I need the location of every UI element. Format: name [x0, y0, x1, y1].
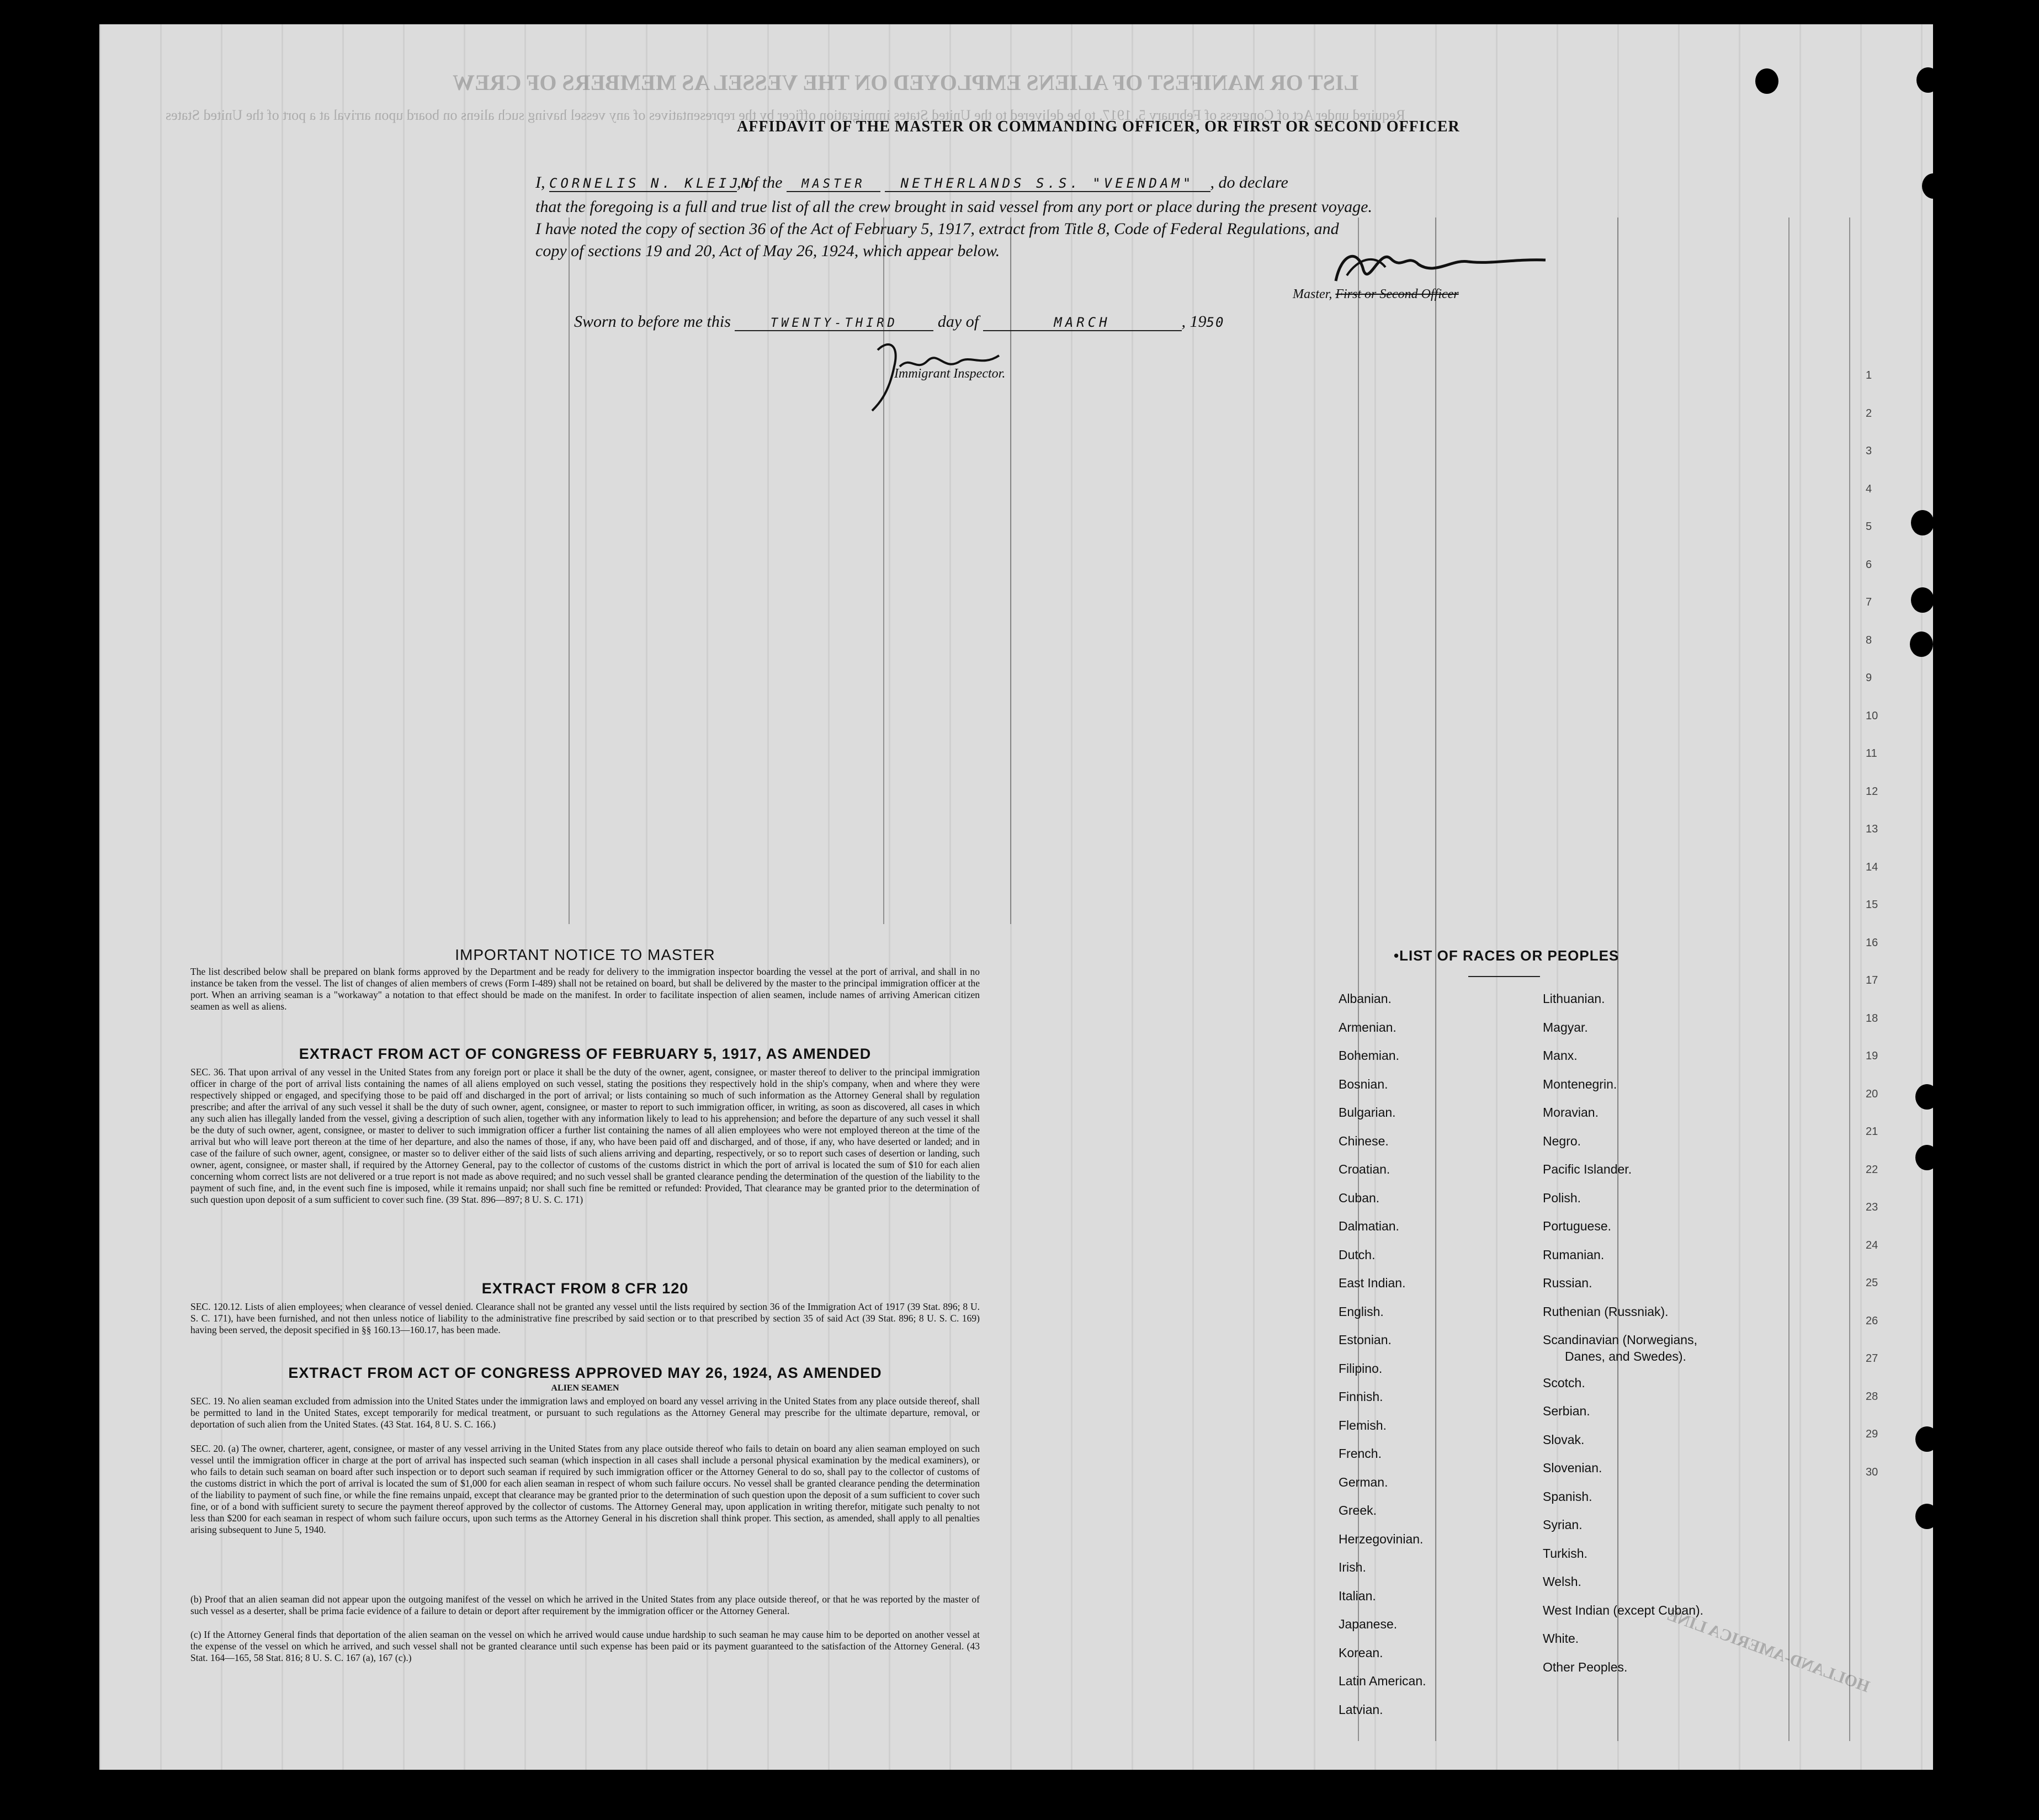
race-item: English. — [1339, 1304, 1384, 1319]
punch-hole — [1916, 67, 1940, 93]
row-number: 4 — [1866, 482, 1872, 495]
race-item: Syrian. — [1543, 1517, 1583, 1532]
race-item: Bohemian. — [1339, 1048, 1399, 1063]
race-item: Korean. — [1339, 1645, 1383, 1660]
affidavit-line4: copy of sections 19 and 20, Act of May 26, 1924, which appear below. — [535, 242, 1000, 260]
race-item: Armenian. — [1339, 1020, 1396, 1034]
row-number: 3 — [1866, 445, 1872, 457]
race-item: Rumanian. — [1543, 1247, 1605, 1262]
punch-hole — [1911, 587, 1934, 613]
sworn-year-field: 50 — [1206, 315, 1225, 330]
punch-hole — [1910, 632, 1933, 657]
punch-hole — [1915, 1084, 1939, 1110]
row-number: 9 — [1866, 672, 1872, 684]
race-item: Manx. — [1543, 1048, 1578, 1063]
row-number: 12 — [1866, 785, 1878, 798]
row-number: 22 — [1866, 1163, 1878, 1176]
race-item: Ruthenian (Russniak). — [1543, 1304, 1669, 1319]
race-item: Bulgarian. — [1339, 1105, 1396, 1119]
bleed-through-subheader: Required under Act of Congress of February 5, 1917, to be delivered to the United States immigration officer by the representatives of any vessel having such aliens on board upon arrival at a port of the United States — [166, 107, 1405, 123]
sworn-day-field: TWENTY-THIRD — [735, 316, 933, 331]
race-item: Dalmatian. — [1339, 1219, 1399, 1233]
race-item: Other Peoples. — [1543, 1659, 1628, 1674]
affidavit-prefix: I, — [535, 173, 545, 192]
race-item: Turkish. — [1543, 1546, 1587, 1561]
row-number: 8 — [1866, 634, 1872, 646]
punch-hole — [1922, 173, 1945, 199]
punch-hole — [1915, 1426, 1939, 1452]
race-item: French. — [1339, 1446, 1382, 1461]
struck-officer-text: First or Second Officer — [1335, 287, 1459, 301]
affidavit-line1 — [535, 173, 1288, 192]
column-rule — [1849, 217, 1850, 1741]
vessel-field: NETHERLANDS S.S. "VEENDAM" — [885, 176, 1210, 192]
row-number: 20 — [1866, 1087, 1878, 1100]
race-item: German. — [1339, 1474, 1388, 1489]
row-number: 25 — [1866, 1277, 1878, 1289]
race-item: West Indian (except Cuban). — [1543, 1603, 1704, 1617]
races-divider — [1468, 976, 1540, 977]
row-number: 6 — [1866, 558, 1872, 571]
row-number: 7 — [1866, 596, 1872, 608]
extract-1924-sec20b: (b) Proof that an alien seaman did not appear upon the outgoing manifest of the vessel on which he arrived in the United States from any place outside thereof, or that he was reported by the master of such vessel as a deserter, shall be prima facie evidence of a failure to detain or deport after requirement by the immigration officer or the Attorney General. — [190, 1594, 980, 1616]
bleed-through-stamp: HOLLAND-AMERICA LINE — [1665, 1605, 1872, 1696]
row-number: 5 — [1866, 521, 1872, 533]
column-rule — [569, 217, 570, 924]
race-item: Spanish. — [1543, 1489, 1592, 1504]
affidavit-line2: that the foregoing is a full and true list of all the crew brought in said vessel from any port or place during the present voyage. — [535, 198, 1372, 216]
row-number: 16 — [1866, 936, 1878, 949]
race-item: Moravian. — [1543, 1105, 1599, 1119]
race-item: White. — [1543, 1631, 1579, 1646]
race-item: Negro. — [1543, 1133, 1581, 1148]
race-item: Cuban. — [1339, 1190, 1380, 1205]
inspector-label: Immigrant Inspector. — [894, 367, 1006, 381]
extract-1924-sec19: SEC. 19. No alien seaman excluded from admission into the United States under the immigration laws and employed on board any vessel arriving in the United States from any place outside thereof, shall be permitted to land in the United States, except temporarily for medical treatment, or pursuant to such regulations as the Attorney General may prescribe for the ultimate departure, removal, or deportation of such alien from the United States. (43 Stat. 164, 8 U. S. C. 166.) — [190, 1395, 980, 1430]
row-number: 11 — [1866, 747, 1877, 760]
race-item: Polish. — [1543, 1190, 1581, 1205]
master-label — [1293, 287, 1459, 302]
punch-hole — [1915, 1145, 1939, 1170]
affidavit-of-the: , of the — [737, 173, 783, 192]
race-item: Estonian. — [1339, 1333, 1392, 1347]
extract-cfr-title: EXTRACT FROM 8 CFR 120 — [481, 1280, 689, 1297]
races-title — [1394, 947, 1619, 964]
race-item: Latvian. — [1339, 1702, 1383, 1717]
extract-1924-subtitle: ALIEN SEAMEN — [551, 1383, 619, 1393]
row-number: 27 — [1866, 1352, 1878, 1365]
race-item: Flemish. — [1339, 1418, 1387, 1432]
row-number: 28 — [1866, 1390, 1878, 1403]
affidavit-declare: , do declare — [1210, 173, 1288, 192]
extract-1917-body: SEC. 36. That upon arrival of any vessel in the United States from any foreign port or place it shall be the duty of the owner, agent, consignee, or master thereof to deliver to the principal immigration officer in charge of the port of arrival lists containing the names of all aliens employed on such vessel, stating the positions they respectively hold in the ship's company, when and where they were respectively shipped or engaged, and specifying those to be paid off and discharged in the port of arrival; or lists containing so much of such information as the Attorney General shall by regulation prescribe; and after the arrival of any such vessel it shall be the duty of such owner, agent, consignee, or master to report to such immigration officer, in writing, as soon as discovered, all cases in which any such alien has illegally landed from the vessel, giving a description of such alien, together with any information likely to lead to his apprehension; and before the departure of any such vessel it shall be the duty of such owner, agent, consignee, or master to deliver to such immigration officer a further list containing the names of all alien employees who were not employed thereon at the time of the arrival but who will leave port thereon at the time of her departure, and also the names of those, if any, who have been paid off and discharged, and of those, if any, who have deserted or landed; and in case of the failure of such owner, agent, consignee, or master so to deliver either of the said lists of such aliens arriving and departing, respectively, or so to report such cases of desertion or landing, such owner, agent, consignee, or master shall, if required by the Attorney General, pay to the collector of customs of the customs district in which the port of arrival is located the sum of $10 for each alien concerning whom correct lists are not delivered or a true report is not made as above required; and no such vessel shall be granted clearance pending the determination of the question of the liability to the payment of such fine, and, in the event such fine is imposed, while it remains unpaid; nor shall such fine be remitted or refunded: Provided, That clearance may be granted prior to the determination of such question upon deposit of a sum sufficient to cover such fine. (39 Stat. 896—897; 8 U. S. C. 171) — [190, 1066, 980, 1205]
race-item: Greek. — [1339, 1503, 1377, 1517]
race-item: Finnish. — [1339, 1389, 1383, 1404]
race-item: Danes, and Swedes). — [1565, 1349, 1686, 1363]
extract-1924-sec20c: (c) If the Attorney General finds that deportation of the alien seaman on the vessel on which he arrived would cause undue hardship to such seaman he may cause him to be deported on another vessel at the expense of the vessel on which he arrived, and such vessel shall not be granted clearance until such expense has been paid or its payment guaranteed to the satisfaction of the Attorney General. (43 Stat. 164—165, 58 Stat. 816; 8 U. S. C. 167 (a), 167 (c).) — [190, 1629, 980, 1663]
row-number: 23 — [1866, 1201, 1878, 1213]
row-number: 1 — [1866, 369, 1872, 381]
race-item: East Indian. — [1339, 1276, 1406, 1290]
row-number: 26 — [1866, 1314, 1878, 1327]
sworn-line — [574, 312, 1224, 331]
manifest-page — [99, 24, 1933, 1770]
extract-cfr-body: SEC. 120.12. Lists of alien employees; when clearance of vessel denied. Clearance shall not be granted any vessel until the lists required by section 36 of the Immigration Act of 1917 (39 Stat. 896; 8 U. S. C. 171), have been furnished, and not then unless notice of liability to the administrative fine prescribed by said section or to that prescribed by section 35 of said Act (39 Stat. 896; 8 U. S. C. 169) having been served, the deposit specified in §§ 160.13—160.17, has been made. — [190, 1301, 980, 1335]
row-number: 30 — [1866, 1466, 1878, 1478]
row-number: 17 — [1866, 974, 1878, 986]
race-item: Chinese. — [1339, 1133, 1389, 1148]
column-rule — [1435, 217, 1436, 1741]
sworn-month-field: MARCH — [983, 315, 1182, 331]
punch-hole — [1911, 510, 1934, 535]
races-title-text: LIST OF RACES OR PEOPLES — [1399, 947, 1619, 964]
race-item: Scandinavian (Norwegians, — [1543, 1333, 1697, 1347]
extract-1924-sec20a: SEC. 20. (a) The owner, charterer, agent, consignee, or master of any vessel arriving in the United States from any place outside thereof who fails to detain on board any alien seaman employed on such vessel until the immigration officer in charge at the port of arrival has inspected such seaman (which inspection in all cases shall include a personal physical examination by the medical examiners), or who fails to detain such seaman on board after such inspection or to deport such seaman if required by such immigration officer or the Attorney General to do so, shall pay to the collector of customs of the customs district in which the port of arrival is located the sum of $1,000 for each alien seaman in respect of whom such failure occurs. No vessel shall be granted clearance pending the determination of the liability to payment of such fine, or while the fine remains unpaid, except that clearance may be granted prior to the determination of such question upon the deposit of a sum sufficient to cover such fine, or of a bond with sufficient surety to secure the payment thereof approved by the collector of customs. The Attorney General may, upon application in writing therefor, mitigate such penalty to not less than $200 for each seaman in respect of whom such failure occurs, upon such terms as the Attorney General in his discretion shall think proper. This section, as amended, shall apply to all penalties arising subsequent to June 5, 1940. — [190, 1443, 980, 1535]
notice-title: IMPORTANT NOTICE TO MASTER — [455, 946, 715, 963]
race-item: Scotch. — [1543, 1375, 1585, 1390]
race-item: Latin American. — [1339, 1674, 1426, 1688]
race-item: Japanese. — [1339, 1617, 1398, 1631]
column-rule — [1788, 217, 1790, 1741]
sworn-day-of: day of — [937, 312, 979, 331]
race-item: Russian. — [1543, 1276, 1592, 1290]
race-item: Italian. — [1339, 1588, 1376, 1603]
row-number: 29 — [1866, 1428, 1878, 1440]
master-name-field: CORNELIS N. KLEIJN — [549, 176, 753, 191]
race-item: Bosnian. — [1339, 1076, 1388, 1091]
row-number: 18 — [1866, 1012, 1878, 1025]
row-number: 19 — [1866, 1050, 1878, 1062]
row-number: 24 — [1866, 1239, 1878, 1251]
sworn-year-prefix: , 19 — [1181, 312, 1207, 331]
race-item: Welsh. — [1543, 1574, 1581, 1589]
affidavit-title: AFFIDAVIT OF THE MASTER OR COMMANDING OFFICER, OR FIRST OR SECOND OFFICER — [737, 118, 1460, 135]
row-number: 21 — [1866, 1126, 1878, 1138]
extract-1917-title: EXTRACT FROM ACT OF CONGRESS OF FEBRUARY 5, 1917, AS AMENDED — [299, 1046, 872, 1062]
affidavit-line3: I have noted the copy of section 36 of the Act of February 5, 1917, extract from Title 8, Code of Federal Regulations, and — [535, 220, 1339, 238]
race-item: Magyar. — [1543, 1020, 1588, 1034]
race-item: Croatian. — [1339, 1162, 1390, 1176]
row-number: 10 — [1866, 709, 1878, 722]
race-item: Herzegovinian. — [1339, 1531, 1424, 1546]
notice-body: The list described below shall be prepared on blank forms approved by the Department and be ready for delivery to the immigration inspector boarding the vessel at the port of arrival, and shall in no instance be taken from the vessel. The list of changes of alien members of crews (Form I-489) shall not be retained on board, but shall be delivered by the master to the principal immigration officer at the port. When an arriving seaman is a "workaway" a notation to that effect should be made on the manifest. In order to facilitate inspection of alien seamen, include names of arriving American citizen seamen as well as aliens. — [190, 966, 980, 1012]
race-item: Pacific Islander. — [1543, 1162, 1632, 1176]
row-number: 13 — [1866, 823, 1878, 835]
race-item: Serbian. — [1543, 1404, 1590, 1418]
punch-hole — [1915, 1504, 1939, 1529]
race-item: Dutch. — [1339, 1247, 1376, 1262]
extract-1924-title: EXTRACT FROM ACT OF CONGRESS APPROVED MAY 26, 1924, AS AMENDED — [288, 1365, 882, 1381]
row-number: 2 — [1866, 407, 1872, 420]
master-label-text: Master, — [1293, 287, 1332, 301]
column-rule — [1617, 217, 1618, 1741]
race-item: Lithuanian. — [1543, 991, 1605, 1006]
race-item: Slovenian. — [1543, 1461, 1602, 1475]
race-item: Albanian. — [1339, 991, 1392, 1006]
bleed-through-header: LIST OR MANIFEST OF ALIENS EMPLOYED ON THE VESSEL AS MEMBERS OF CREW — [453, 70, 1359, 95]
race-item: Filipino. — [1339, 1361, 1383, 1376]
races-bullet: • — [1394, 947, 1400, 964]
rank-field: MASTER — [787, 177, 880, 192]
row-number: 14 — [1866, 861, 1878, 873]
race-item: Portuguese. — [1543, 1219, 1612, 1233]
race-item: Slovak. — [1543, 1432, 1585, 1447]
race-item: Irish. — [1339, 1560, 1366, 1574]
row-number: 15 — [1866, 899, 1878, 911]
race-item: Montenegrin. — [1543, 1076, 1617, 1091]
sworn-prefix: Sworn to before me this — [574, 312, 731, 331]
punch-hole — [1755, 68, 1778, 94]
